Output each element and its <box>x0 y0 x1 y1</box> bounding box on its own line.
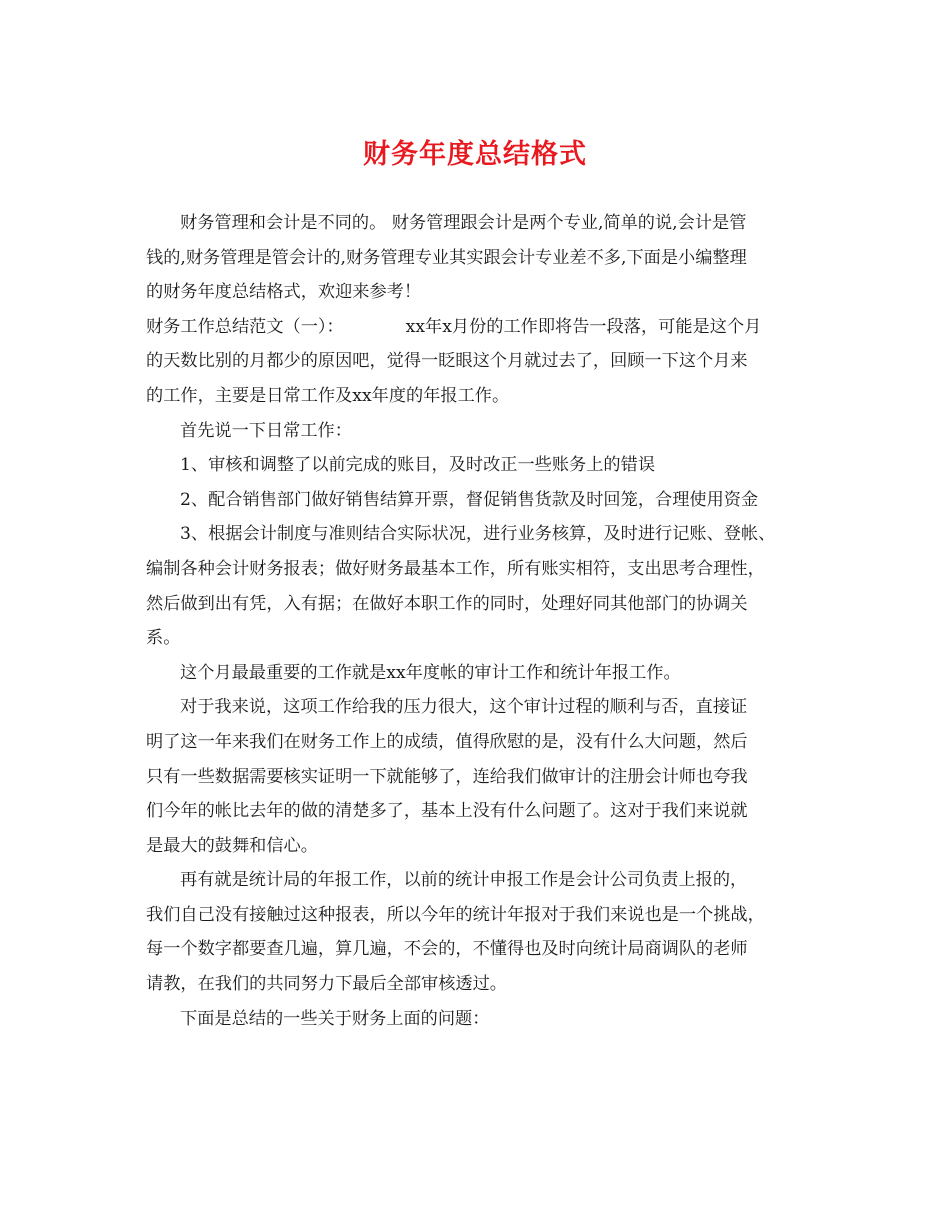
intro-paragraph <box>146 206 818 310</box>
list-item-3 <box>146 517 818 655</box>
list-item-2 <box>146 483 818 518</box>
list-item-text: 2、配合销售部门做好销售结算开票，督促销售货款及时回笼，合理使用资金 <box>180 489 759 510</box>
stats-line: 每一个数字都要查几遍，算几遍，不会的，不懂得也及时向统计局商调队的老师 <box>146 939 748 960</box>
stats-line: 请教，在我们的共同努力下最后全部审核透过。 <box>146 974 507 995</box>
sample-first-line <box>146 310 818 345</box>
document-body <box>146 206 818 1036</box>
list-item-line: 然后做到出有凭，入有据；在做好本职工作的同时，处理好同其他部门的协调关 <box>146 593 748 614</box>
daily-heading-paragraph <box>146 414 818 449</box>
sample-line: 的天数比别的月都少的原因吧，觉得一眨眼这个月就过去了，回顾一下这个月来 <box>146 351 748 372</box>
daily-heading: 首先说一下日常工作： <box>180 420 352 441</box>
intro-line: 的财务年度总结格式，欢迎来参考！ <box>146 282 422 303</box>
list-item-text: 1、审核和调整了以前完成的账目，及时改正一些账务上的错误 <box>180 455 656 476</box>
closing-line: 下面是总结的一些关于财务上面的问题： <box>180 1008 490 1029</box>
audit-line: 对于我来说，这项工作给我的压力很大，这个审计过程的顺利与否，直接证 <box>180 697 748 718</box>
intro-line: 钱的,财务管理是管会计的,财务管理专业其实跟会计专业差不多,下面是小编整理 <box>146 247 747 268</box>
intro-line: 财务管理和会计是不同的。 财务管理跟会计是两个专业,简单的说,会计是管 <box>180 213 747 233</box>
document-title: 财务年度总结格式 <box>363 139 587 170</box>
audit-heading: 这个月最最重要的工作就是xx年度帐的审计工作和统计年报工作。 <box>180 662 681 683</box>
sample-line: 的工作，主要是日常工作及xx年度的年报工作。 <box>146 385 510 406</box>
audit-heading-paragraph <box>146 656 818 691</box>
audit-line: 明了这一年来我们在财务工作上的成绩，值得欣慰的是，没有什么大问题，然后 <box>146 731 748 752</box>
sample-paragraph <box>146 310 818 414</box>
list-item-line: 编制各种会计财务报表；做好财务最基本工作，所有账实相符，支出思考合理性， <box>146 558 765 579</box>
list-item-1 <box>146 448 818 483</box>
audit-line: 们今年的帐比去年的做的清楚多了，基本上没有什么问题了。这对于我们来说就 <box>146 801 748 822</box>
closing-paragraph <box>146 1002 818 1037</box>
audit-paragraph <box>146 690 818 863</box>
stats-line: 我们自己没有接触过这种报表，所以今年的统计年报对于我们来说也是一个挑战， <box>146 904 765 925</box>
stats-line: 再有就是统计局的年报工作，以前的统计申报工作是会计公司负责上报的， <box>180 870 748 891</box>
stats-paragraph <box>146 863 818 1001</box>
sample-first-text: xx年x月份的工作即将告一段落，可能是这个月 <box>405 316 762 337</box>
sample-heading: 财务工作总结范文（一）： <box>146 316 344 337</box>
audit-line: 是最大的鼓舞和信心。 <box>146 835 318 856</box>
list-item-line: 3、根据会计制度与准则结合实际状况，进行业务核算，及时进行记账、登帐、 <box>180 524 776 545</box>
audit-line: 只有一些数据需要核实证明一下就能够了，连给我们做审计的注册会计师也夸我 <box>146 766 748 787</box>
list-item-line: 系。 <box>146 628 181 649</box>
